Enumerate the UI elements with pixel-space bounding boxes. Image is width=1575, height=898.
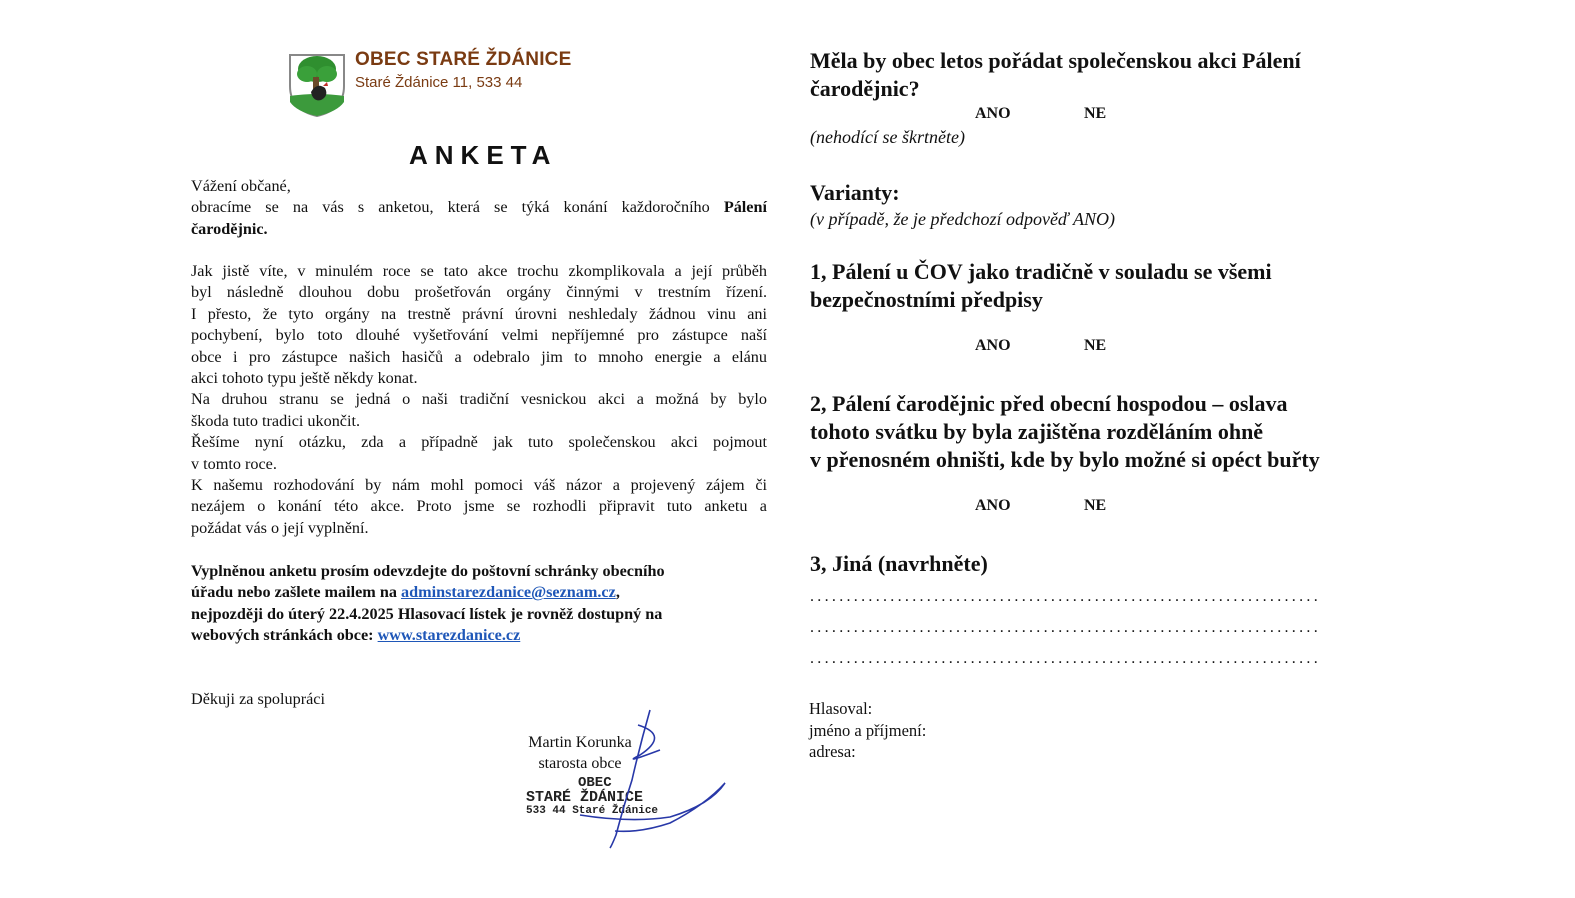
- municipal-crest-icon: [287, 52, 347, 118]
- signer-role: starosta obce: [538, 755, 622, 772]
- voter-label: Hlasoval:: [809, 699, 873, 718]
- paragraph-line: pochybení, bylo toto dlouhé vyšetřování velmi nepříjemné pro zástupce naší: [191, 326, 767, 345]
- official-stamp: OBEC STARÉ ŽDÁNICE 533 44 Staré Ždánice: [526, 775, 659, 817]
- variants-title: Varianty:: [810, 180, 900, 205]
- page-title: ANKETA: [409, 140, 558, 170]
- option-1: 1, Pálení u ČOV jako tradičně v souladu se všemi bezpečnostními předpisy: [810, 259, 1272, 312]
- letter-intro: [191, 176, 767, 240]
- option-2-yes[interactable]: ANO: [975, 497, 1011, 514]
- paragraph-line: I přesto, že tyto orgány na trestně právní úrovni neshledaly žádnou vinu ani: [191, 304, 767, 323]
- thanks: Děkuji za spolupráci: [191, 690, 325, 708]
- option-2-no[interactable]: NE: [1084, 497, 1107, 514]
- paragraph-line: požádat vás o její vyplnění.: [191, 518, 369, 537]
- signer-name: Martin Korunka: [528, 734, 632, 751]
- option-2: 2, Pálení čarodějnic před obecní hospodou – oslava tohoto svátku by byla zajištěna rozděláním ohně v přenosném ohništi, kde by bylo možné si opéct buřty: [810, 391, 1320, 472]
- q-main-no-option[interactable]: NE: [1084, 105, 1107, 122]
- paragraph-line: Jak jistě víte, v minulém roce se tato akce trochu zkomplikovala a její průběh: [191, 262, 767, 280]
- name-label: jméno a příjmení:: [809, 720, 927, 740]
- handwritten-signature-icon: [520, 705, 730, 850]
- email-link[interactable]: adminstarezdanice@seznam.cz: [400, 583, 616, 602]
- option-1-yes[interactable]: ANO: [975, 337, 1011, 354]
- write-in-line[interactable]: ......................................................................: [810, 650, 1321, 667]
- paragraph-line: akci tohoto typu ještě někdy konat.: [191, 369, 418, 388]
- intro-line: obracíme se na vás s anketou, která se týká konání každoročního Pálení: [191, 198, 767, 217]
- variants-note: (v případě, že je předchozí odpověď ANO): [810, 209, 1116, 229]
- return-instructions: Vyplněnou anketu prosím odevzdejte do poštovní schránky obecního úřadu nebo zašlete mailem na adminstarezdanice@seznam.cz, nejpozději do úterý 22.4.2025 Hlasovací lístek je rovněž dostupný na webových stránkách obce: www.starezdanice.cz: [191, 562, 665, 645]
- greeting: Vážení občané,: [191, 177, 291, 195]
- voter-info: [809, 698, 926, 763]
- paragraph-line: škoda tuto tradici ukončit.: [191, 411, 361, 430]
- paragraph-line: obce i pro zástupce našich hasičů a odebralo jim to mnoho energie a elánu: [191, 347, 767, 366]
- write-in-line[interactable]: ......................................................................: [810, 619, 1321, 636]
- address-label: adresa:: [809, 742, 856, 761]
- paragraph-line: nezájem o konání této akce. Proto jsme se rozhodli připravit tuto anketu a: [191, 497, 767, 516]
- paragraph-line: Na druhou stranu se jedná o naši tradiční vesnickou akci a možná by bylo: [191, 390, 767, 409]
- municipality-address: Staré Ždánice 11, 533 44: [355, 74, 523, 91]
- website-link[interactable]: www.starezdanice.cz: [377, 626, 521, 645]
- option-3: 3, Jiná (navrhněte): [810, 551, 988, 576]
- q-main-yes-option[interactable]: ANO: [975, 105, 1011, 122]
- paragraph-line: v tomto roce.: [191, 454, 277, 473]
- cross-out-note: (nehodící se škrtněte): [810, 127, 965, 147]
- municipality-name: OBEC STARÉ ŽDÁNICE: [355, 49, 572, 70]
- write-in-line[interactable]: ......................................................................: [810, 588, 1321, 605]
- paragraph-line: byl následně dlouhou dobu prošetřován orgány činnými v trestním řízení.: [191, 283, 767, 302]
- letter-body: [191, 261, 767, 539]
- intro-bold-end: čarodějnic.: [191, 219, 268, 238]
- paragraph-line: Řešíme nyní otázku, zda a případně jak tuto společenskou akci pojmout: [191, 433, 767, 452]
- main-question: Měla by obec letos pořádat společenskou akci Pálení čarodějnic?: [810, 48, 1301, 101]
- paragraph-line: K našemu rozhodování by nám mohl pomoci váš názor a projevený zájem či: [191, 476, 767, 495]
- option-1-no[interactable]: NE: [1084, 337, 1107, 354]
